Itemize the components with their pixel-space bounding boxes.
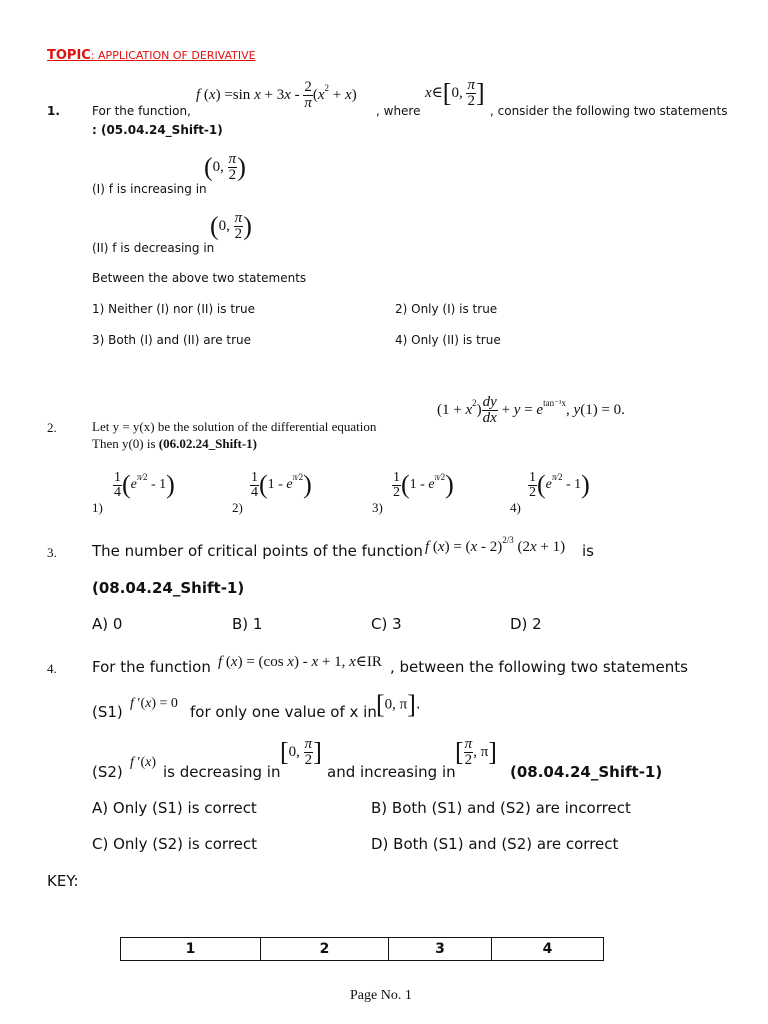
q1-ref: : (05.04.24_Shift-1) <box>92 123 223 137</box>
q2-line-2-text: Then y(0) is <box>92 436 159 451</box>
key-header-4: 4 <box>492 938 604 961</box>
q2-option-4-label: 4) <box>510 500 521 515</box>
q3-text: The number of critical points of the function <box>92 542 423 560</box>
q2-option-2-label: 2) <box>232 500 243 515</box>
q1-option-2: 2) Only (I) is true <box>395 302 498 316</box>
q1-where: , where <box>376 104 421 118</box>
q4-text: For the function <box>92 658 211 676</box>
q1-number: 1. <box>47 104 60 118</box>
q4-s1-label: (S1) <box>92 703 123 721</box>
q2-option-3-expr: $\frac{1}{2}$ $(1 - e^{\pi⁄2})$ <box>393 469 454 500</box>
key-header-2: 2 <box>261 938 389 961</box>
q4-s2-label: (S2) <box>92 763 123 781</box>
q1-statement-2: (II) f is decreasing in <box>92 241 215 255</box>
q1-interval-2: (0, $\frac{\pi}{2}$ ) <box>210 210 252 242</box>
key-label: KEY: <box>47 872 79 890</box>
q4-s2-text-2: and increasing in <box>327 763 456 781</box>
topic-title: : APPLICATION OF DERIVATIVE <box>90 49 256 62</box>
q1-domain: x∈[0, $\frac{\pi}{2}$ ] <box>425 77 485 109</box>
q4-s1-interval: [0, π]. <box>376 690 421 719</box>
q4-function-formula: f (x) = (cos x) - x + 1, x∈IR <box>218 654 382 670</box>
q4-option-b: B) Both (S1) and (S2) are incorrect <box>371 799 631 817</box>
key-header-3: 3 <box>389 938 492 961</box>
q4-option-a: A) Only (S1) is correct <box>92 799 257 817</box>
q4-s2-interval-1: [0, $\frac{\pi}{2}$ ] <box>280 736 322 768</box>
q3-ref: (08.04.24_Shift-1) <box>92 579 245 597</box>
q1-option-4: 4) Only (II) is true <box>395 333 501 347</box>
q3-option-c: C) 3 <box>371 615 402 633</box>
page-number: Page No. 1 <box>350 988 412 1003</box>
q3-number: 3. <box>47 545 57 560</box>
q4-option-c: C) Only (S2) is correct <box>92 835 258 853</box>
q4-s1-period: . <box>415 694 421 713</box>
q2-line-2 <box>92 436 257 452</box>
q4-number: 4. <box>47 661 57 676</box>
answer-key-table <box>120 937 604 961</box>
q3-option-d: D) 2 <box>510 615 542 633</box>
q2-option-4-expr: $\frac{1}{2}$ $(e^{\pi⁄2} - 1)$ <box>529 469 590 500</box>
q4-s2-formula: f ′(x) <box>130 755 157 770</box>
q1-function-formula: f (x) =sin x + 3x - $\frac{2}{\pi}$ $(x^2 + x)$ <box>196 79 357 111</box>
q1-option-1: 1) Neither (I) nor (II) is true <box>92 302 255 316</box>
q2-number: 2. <box>47 420 57 435</box>
key-header-1: 1 <box>121 938 261 961</box>
q1-consider: , consider the following two statements <box>490 104 728 118</box>
q2-option-2-expr: $\frac{1}{4}$ $(1 - e^{\pi⁄2})$ <box>251 469 312 500</box>
q2-option-1-label: 1) <box>92 500 103 515</box>
q4-s1-text: for only one value of x in <box>190 703 377 721</box>
q1-intro: For the function, <box>92 104 191 118</box>
q4-option-d: D) Both (S1) and (S2) are correct <box>371 835 619 853</box>
table-row <box>121 938 604 961</box>
q2-ref: (06.02.24_Shift-1) <box>158 436 258 451</box>
q1-interval-1: (0, $\frac{\pi}{2}$ ) <box>204 151 246 183</box>
q4-s2-text: is decreasing in <box>163 763 281 781</box>
q1-between: Between the above two statements <box>92 271 307 285</box>
q4-text-2: , between the following two statements <box>390 658 688 676</box>
q1-statement-1: (I) f is increasing in <box>92 182 207 196</box>
topic-label: TOPIC <box>47 48 91 63</box>
q2-differential-equation: $(1 + x^2)$ $\frac{dy}{dx}$ + $y = e^{tan^{-1}x}$, y(1) = 0. <box>437 394 625 426</box>
q1-option-3: 3) Both (I) and (II) are true <box>92 333 252 347</box>
q2-option-1-expr: $\frac{1}{4}$ $(e^{\pi⁄2} - 1)$ <box>114 469 175 500</box>
q2-line-1: Let y = y(x) be the solution of the differential equation <box>92 419 377 434</box>
q2-option-3-label: 3) <box>372 500 383 515</box>
q3-is: is <box>582 542 594 560</box>
q3-function-formula: f (x) = (x - 2)$^{2/3}$ (2x + 1) <box>425 535 566 555</box>
q3-option-a: A) 0 <box>92 615 123 633</box>
q4-s1-formula: f ′(x) = 0 <box>130 696 178 711</box>
q3-option-b: B) 1 <box>232 615 263 633</box>
q4-s2-interval-2: [ $\frac{\pi}{2}$ , π] <box>455 736 497 768</box>
q4-ref: (08.04.24_Shift-1) <box>510 763 663 781</box>
topic-heading <box>47 44 256 63</box>
